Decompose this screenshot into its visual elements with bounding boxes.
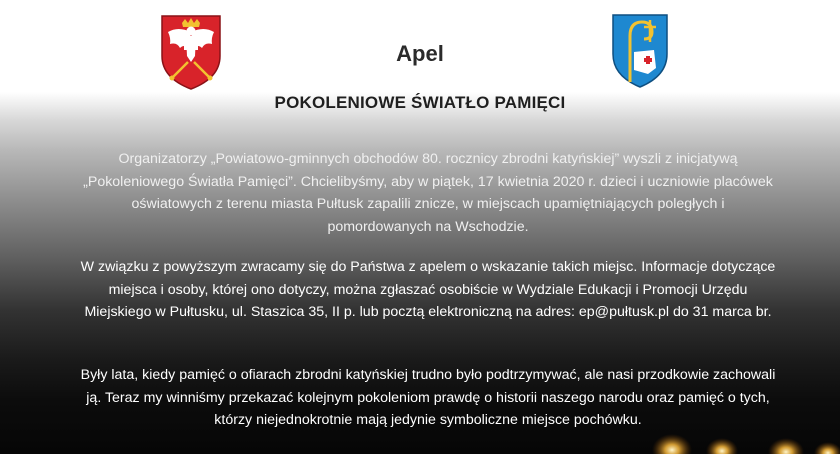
paragraph-initiative: Organizatorzy „Powiatowo-gminnych obchodów 80. rocznicy zbrodni katyńskiej” wyszli z inicjatywą „Pokoleniowego Światła Pamięci”. Chcielibyśmy, aby w piątek, 17 kwietnia 2020 r. dzieci i uczniowie placówek oświatowych z terenu miasta Pułtusk zapalili znicze, w miejscach upamiętniających poległych i pomordowanych na Wschodzie. [83, 151, 773, 235]
page-title: Apel [396, 41, 444, 66]
candle-lights [590, 414, 840, 454]
paragraph-request: W związku z powyższym zwracamy się do Państwa z apelem o wskazanie takich miejsc. Informacje dotyczące miejsca i osoby, której ono dotyczy, można zgłaszać osobiście w Wydziale Edukacji i Promocji Urzędu Miejskiego w Pułtusku, ul. Staszica 35, II p. lub pocztą elektroniczną na adres: ep@pułtusk.pl do 31 marca br. [80, 259, 776, 320]
paragraph-memory: Były lata, kiedy pamięć o ofiarach zbrodni katyńskiej trudno było podtrzymywać, ale nasi przodkowie zachowali ją. Teraz my winniśmy przekazać kolejnym pokoleniom prawdę o historii naszego narodu oraz pamięć o tych, którzy niejednokrotnie mają jedynie symboliczne miejsce pochówku. [80, 367, 776, 428]
appeal-subtitle: POKOLENIOWE ŚWIATŁO PAMIĘCI [274, 93, 566, 112]
